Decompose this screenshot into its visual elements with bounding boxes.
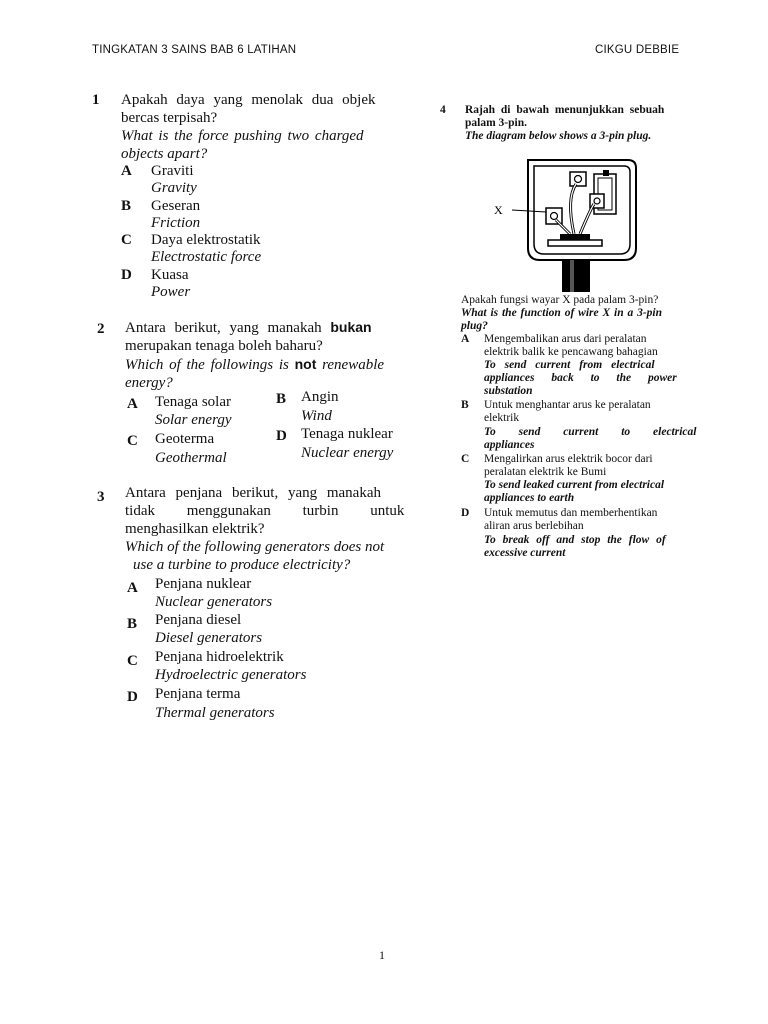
- option-text-ms: Penjana hidroelektrik: [155, 649, 284, 665]
- option-text-ms: Untuk memutus dan memberhentikan: [484, 507, 658, 519]
- option-text-en: To send current from electrical: [484, 359, 655, 371]
- option-letter: B: [127, 616, 138, 632]
- question-number: 1: [92, 92, 100, 108]
- option-text-ms: aliran arus berlebihan: [484, 520, 584, 532]
- option-text-en: Electrostatic force: [151, 249, 262, 265]
- option-letter: C: [127, 653, 138, 669]
- option-text-ms: Mengembalikan arus dari peralatan: [484, 333, 647, 345]
- option-text-en: appliances: [484, 439, 535, 451]
- emphasis-word: bukan: [330, 319, 372, 335]
- option-letter: D: [127, 689, 138, 705]
- question-ask-en: What is the function of wire X in a 3-pin: [461, 307, 663, 319]
- question-text-en: energy?: [125, 375, 173, 391]
- question-text-en-part: Which of the followings is: [125, 357, 295, 373]
- option-letter: B: [461, 399, 469, 411]
- option-text-ms: Untuk menghantar arus ke peralatan: [484, 399, 651, 411]
- option-letter: D: [461, 507, 470, 519]
- option-text-en: Solar energy: [155, 412, 232, 428]
- earth-terminal: [570, 172, 586, 186]
- option-text-en: appliances to earth: [484, 492, 575, 504]
- emphasis-word: not: [294, 356, 317, 372]
- option-letter: D: [121, 267, 132, 283]
- option-text-en: Friction: [151, 215, 201, 231]
- question-text-ms-part: Antara berikut, yang manakah: [125, 320, 331, 336]
- header-left: TINGKATAN 3 SAINS BAB 6 LATIHAN: [92, 44, 297, 56]
- question-number: 3: [97, 489, 105, 505]
- option-text-en: Diesel generators: [155, 630, 263, 646]
- option-letter: C: [121, 232, 132, 248]
- option-text-ms: peralatan elektrik ke Bumi: [484, 466, 607, 478]
- question-text-en: [125, 356, 384, 374]
- option-text-ms: Geoterma: [155, 431, 215, 447]
- header-right: CIKGU DEBBIE: [595, 44, 680, 56]
- option-letter: B: [276, 391, 287, 407]
- option-letter: D: [276, 428, 287, 444]
- label-x: X: [494, 203, 503, 217]
- question-text-en-part: renewable: [316, 357, 385, 373]
- question-text-ms: menghasilkan elektrik?: [125, 521, 265, 537]
- option-letter: A: [461, 333, 470, 345]
- option-text-ms: Angin: [301, 389, 339, 405]
- option-text-ms: Kuasa: [151, 267, 189, 283]
- option-text-ms: Penjana terma: [155, 686, 241, 702]
- three-pin-plug-diagram: [490, 156, 650, 292]
- question-text-en: use a turbine to produce electricity?: [133, 557, 351, 573]
- option-text-en: appliances back to the power: [484, 372, 677, 384]
- option-text-ms: Penjana diesel: [155, 612, 242, 628]
- question-number: 4: [440, 104, 446, 116]
- option-text-en: substation: [484, 385, 533, 397]
- option-text-ms: Geseran: [151, 198, 201, 214]
- question-text-en: Which of the following generators does not: [125, 539, 385, 555]
- option-letter: C: [461, 453, 470, 465]
- option-text-en: Wind: [301, 408, 332, 424]
- option-text-ms: Daya elektrostatik: [151, 232, 261, 248]
- option-text-en: Nuclear generators: [155, 594, 273, 610]
- option-text-en: Thermal generators: [155, 705, 275, 721]
- question-text-ms: palam 3-pin.: [465, 117, 527, 129]
- option-text-ms: Tenaga solar: [155, 394, 231, 410]
- option-text-en: To send leaked current from electrical: [484, 479, 665, 491]
- question-ask-en: plug?: [461, 320, 488, 332]
- option-text-ms: Mengalirkan arus elektrik bocor dari: [484, 453, 653, 465]
- question-text-ms: [125, 319, 372, 337]
- option-text-ms: Tenaga nuklear: [301, 426, 393, 442]
- option-letter: C: [127, 433, 138, 449]
- question-ask-ms: Apakah fungsi wayar X pada palam 3-pin?: [461, 294, 659, 306]
- question-text-ms: Rajah di bawah menunjukkan sebuah: [465, 104, 665, 116]
- question-text-ms: merupakan tenaga boleh baharu?: [125, 338, 323, 354]
- option-text-en: To break off and stop the flow of: [484, 534, 666, 546]
- question-text-en: The diagram below shows a 3-pin plug.: [465, 130, 652, 142]
- question-text-en: objects apart?: [121, 146, 208, 162]
- page-number: 1: [379, 948, 385, 962]
- option-text-en: excessive current: [484, 547, 566, 559]
- cable: [562, 260, 590, 292]
- question-number: 2: [97, 321, 105, 337]
- question-text-ms: bercas terpisah?: [121, 110, 218, 126]
- option-letter: A: [121, 163, 132, 179]
- question-text-en: What is the force pushing two charged: [121, 128, 364, 144]
- option-text-en: Hydroelectric generators: [155, 667, 307, 683]
- option-text-ms: elektrik: [484, 412, 520, 424]
- question-text-ms: Apakah daya yang menolak dua objek: [121, 92, 376, 108]
- question-text-ms: Antara penjana berikut, yang manakah: [125, 485, 381, 501]
- option-text-en: Power: [151, 284, 191, 300]
- option-letter: B: [121, 198, 132, 214]
- option-text-ms: Penjana nuklear: [155, 576, 252, 592]
- option-text-ms: elektrik balik ke pencawang bahagian: [484, 346, 658, 358]
- question-text-ms: tidak menggunakan turbin untuk: [125, 503, 405, 519]
- option-text-ms: Graviti: [151, 163, 194, 179]
- option-text-en: Nuclear energy: [301, 445, 394, 461]
- option-text-en: Geothermal: [155, 450, 227, 466]
- option-text-en: To send current to electrical: [484, 426, 697, 438]
- option-text-en: Gravity: [151, 180, 197, 196]
- option-letter: A: [127, 396, 138, 412]
- option-letter: A: [127, 580, 138, 596]
